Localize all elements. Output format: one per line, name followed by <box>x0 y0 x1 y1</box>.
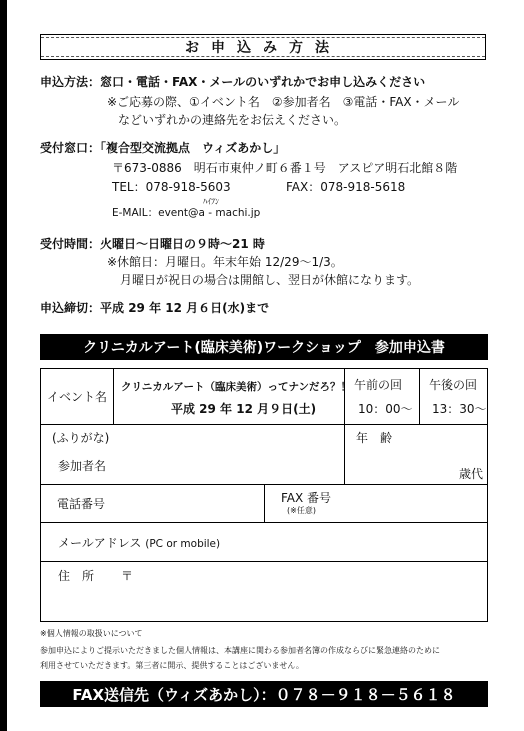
fax-field[interactable] <box>341 487 481 519</box>
form-banner <box>40 334 488 360</box>
pm-session-label: 午後の回 <box>429 378 478 392</box>
reception-name: 「複合型交流拠点 ウィズあかし」 <box>100 141 286 155</box>
deadline-label: 申込締切： <box>40 301 101 315</box>
application-method <box>40 74 425 90</box>
fax-optional-note: (※任意) <box>287 506 316 515</box>
application-method-value: 窓口・電話・FAX・メールのいずれかでお申し込みください <box>100 75 426 89</box>
privacy-title: ※個人情報の取扱いについて <box>40 629 143 638</box>
fax-label: FAX 番号 <box>281 491 332 505</box>
reception-fax: FAX：078-918-5618 <box>286 180 406 194</box>
age-unit: 歳代 <box>459 467 484 481</box>
pm-session-time[interactable]: 13：30～ <box>432 402 487 416</box>
section-header <box>40 34 486 60</box>
deadline-value: 平成 29 年 12 月６日(水)まで <box>100 301 270 315</box>
email-label: メールアドレス <box>58 536 142 550</box>
form-banner-title: クリニカルアート(臨床美術)ワークショップ 参加申込書 <box>83 340 445 356</box>
address-field[interactable] <box>136 567 481 617</box>
email-row <box>58 535 220 552</box>
am-session-label: 午前の回 <box>354 378 403 392</box>
hours <box>40 236 265 252</box>
application-form <box>40 368 488 622</box>
phone-label: 電話番号 <box>57 497 106 511</box>
row-divider <box>41 561 487 562</box>
row-divider <box>41 424 487 425</box>
age-label: 年 齢 <box>356 431 393 445</box>
privacy-line-1: 参加申込によりご提示いただきました個人情報は、本講座に関わる参加者名簿の作成ならびに緊急連絡のために <box>40 646 440 655</box>
col-divider <box>264 484 265 522</box>
application-note-1: ※ご応募の際、①イベント名 ②参加者名 ③電話・FAX・メール <box>107 95 460 109</box>
privacy-line-2: 利用させていただきます。第三者に開示、提供することはございません。 <box>40 661 304 670</box>
application-method-label: 申込方法： <box>40 75 101 89</box>
email-note: (PC or mobile) <box>145 538 221 550</box>
furigana-label: (ふりがな) <box>52 431 110 445</box>
reception-email: E-MAIL：event@a - machi.jp <box>112 207 261 219</box>
participant-name-field[interactable] <box>121 439 341 479</box>
closed-note-2: 月曜日が祝日の場合は開館し、翌日が休館になります。 <box>120 273 420 287</box>
address-label: 住 所 <box>58 569 95 583</box>
col-divider <box>113 369 114 424</box>
reception-address: 〒673-0886 明石市東仲ノ町６番１号 アスピア明石北館８階 <box>112 161 458 175</box>
row-divider <box>41 522 487 523</box>
col-divider <box>419 369 420 424</box>
am-session-time[interactable]: 10：00～ <box>358 402 413 416</box>
email-field[interactable] <box>231 527 481 557</box>
participant-name-label: 参加者名 <box>58 459 107 473</box>
reception-tel: TEL：078-918-5603 <box>112 180 231 194</box>
fax-destination-bar <box>40 681 488 707</box>
phone-field[interactable] <box>121 487 261 519</box>
closed-note-1: ※休館日：月曜日。年末年始 12/29～1/3。 <box>107 255 343 269</box>
hours-value: 火曜日～日曜日の９時～21 時 <box>100 237 265 251</box>
event-label: イベント名 <box>47 390 108 404</box>
section-title: お申込み方法 <box>185 40 341 56</box>
event-date: 平成 29 年 12 月９日(土) <box>171 402 317 416</box>
left-edge-bar <box>0 0 7 731</box>
event-name: クリニカルアート（臨床美術）ってナンだろ？！ <box>121 381 351 393</box>
reception <box>40 140 285 156</box>
application-note-2: などいずれかの連絡先をお伝えください。 <box>118 113 347 127</box>
fax-destination-text: FAX送信先（ウィズあかし）：０７８－９１８－５６１８ <box>72 685 456 704</box>
deadline <box>40 300 269 316</box>
email-ruby: ﾊｲﾌﾝ <box>203 197 219 206</box>
postal-mark: 〒 <box>121 569 134 583</box>
age-field[interactable] <box>347 447 457 479</box>
reception-label: 受付窓口： <box>40 141 101 155</box>
hours-label: 受付時間： <box>40 237 101 251</box>
